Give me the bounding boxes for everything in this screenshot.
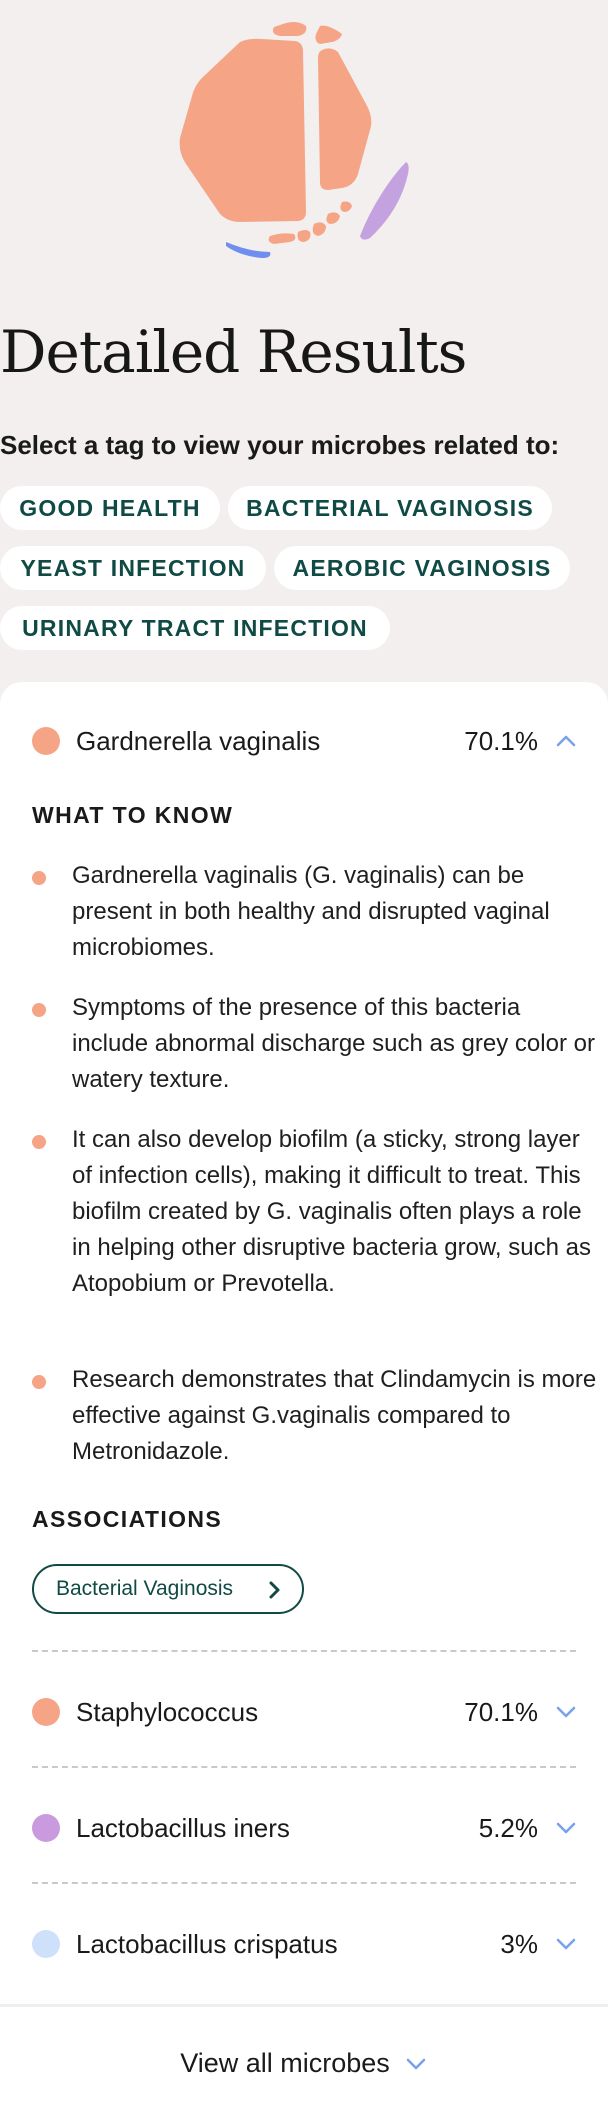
chevron-down-icon[interactable] bbox=[554, 1816, 578, 1840]
chevron-up-icon[interactable] bbox=[554, 729, 578, 753]
microbiome-illustration bbox=[0, 0, 608, 270]
row-divider bbox=[32, 1650, 576, 1652]
tag-good-health[interactable]: GOOD HEALTH bbox=[0, 486, 220, 530]
microbiome-graphic-icon bbox=[170, 14, 430, 264]
chevron-right-icon bbox=[268, 1580, 282, 1600]
microbe-percent: 3% bbox=[500, 1928, 538, 1959]
tag-urinary-tract-infection[interactable]: URINARY TRACT INFECTION bbox=[0, 606, 390, 650]
bullet-dot bbox=[32, 1003, 46, 1017]
bullet-text: Gardnerella vaginalis (G. vaginalis) can be present in both healthy and disrupted vaginal microbiomes. bbox=[72, 862, 550, 961]
microbe-row-lactobacillus-crispatus[interactable] bbox=[0, 1914, 608, 1974]
footer bbox=[0, 2004, 608, 2120]
microbe-color-dot bbox=[32, 1698, 60, 1726]
bullet-dot bbox=[32, 1375, 46, 1389]
tag-bacterial-vaginosis[interactable]: BACTERIAL VAGINOSIS bbox=[228, 486, 552, 530]
what-to-know-label: WHAT TO KNOW bbox=[32, 802, 234, 828]
microbe-color-dot bbox=[32, 1814, 60, 1842]
association-chip-bacterial-vaginosis[interactable] bbox=[32, 1564, 304, 1614]
page-title: Detailed Results bbox=[0, 318, 467, 386]
microbe-row-staphylococcus[interactable] bbox=[0, 1682, 608, 1742]
view-all-microbes-button[interactable] bbox=[0, 2007, 608, 2120]
microbe-percent: 70.1% bbox=[464, 1696, 538, 1727]
microbe-name: Staphylococcus bbox=[76, 1696, 259, 1727]
view-all-label: View all microbes bbox=[180, 2048, 390, 2078]
microbe-name: Gardnerella vaginalis bbox=[76, 725, 321, 756]
microbe-color-dot bbox=[32, 727, 60, 755]
microbe-row-gardnerella[interactable] bbox=[0, 711, 608, 771]
row-divider bbox=[32, 1882, 576, 1884]
microbe-name: Lactobacillus crispatus bbox=[76, 1928, 338, 1959]
microbe-results-card bbox=[0, 682, 608, 2004]
bullet-text: Research demonstrates that Clindamycin is more effective against G.vaginalis compared to Metronidazole. bbox=[72, 1366, 597, 1465]
microbe-percent: 5.2% bbox=[478, 1812, 538, 1843]
chevron-down-icon[interactable] bbox=[554, 1700, 578, 1724]
bullet-dot bbox=[32, 871, 46, 885]
associations-label: ASSOCIATIONS bbox=[32, 1506, 223, 1532]
microbe-percent: 70.1% bbox=[464, 725, 538, 756]
tag-aerobic-vaginosis[interactable]: AEROBIC VAGINOSIS bbox=[274, 546, 570, 590]
row-divider bbox=[32, 1766, 576, 1768]
microbe-name: Lactobacillus iners bbox=[76, 1812, 290, 1843]
bullet-text: Symptoms of the presence of this bacteria include abnormal discharge such as grey color or watery texture. bbox=[72, 994, 595, 1093]
bullet-text: It can also develop biofilm (a sticky, strong layer of infection cells), making it difficult to treat. This biofilm created by G. vaginalis often plays a role in helping other disruptive bacteria grow, such as Atopobium or Prevotella. bbox=[72, 1126, 591, 1297]
chevron-down-icon bbox=[404, 2052, 428, 2076]
tag-yeast-infection[interactable]: YEAST INFECTION bbox=[0, 546, 266, 590]
chevron-down-icon[interactable] bbox=[554, 1932, 578, 1956]
tag-prompt: Select a tag to view your microbes related to: bbox=[0, 430, 560, 460]
bullet-dot bbox=[32, 1135, 46, 1149]
microbe-row-lactobacillus-iners[interactable] bbox=[0, 1798, 608, 1858]
microbe-color-dot bbox=[32, 1930, 60, 1958]
association-chip-label: Bacterial Vaginosis bbox=[56, 1577, 234, 1600]
